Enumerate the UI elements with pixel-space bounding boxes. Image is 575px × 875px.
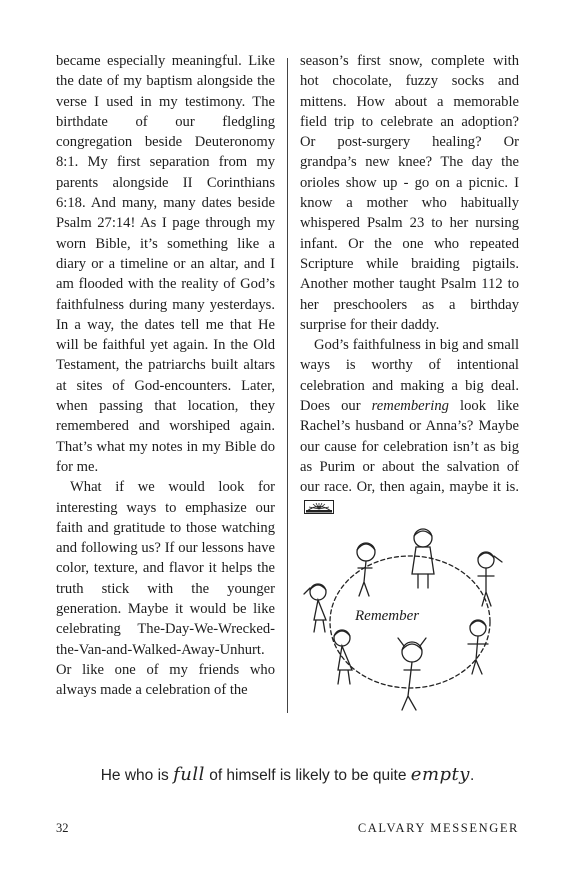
quote-end: . <box>469 767 475 784</box>
quote-word-empty: empty <box>410 764 470 785</box>
end-mark-icon <box>304 500 334 514</box>
publication-title: CALVARY MESSENGER <box>357 821 519 835</box>
right-paragraph-2 <box>300 335 519 518</box>
illustration-label: Remember <box>355 608 420 624</box>
right-paragraph-2-start: God’s faithfulness in big and small ways is worthy of intentional celebration and making a big deal. Does our <box>300 337 519 415</box>
left-column <box>56 51 275 701</box>
emphasis-remembering: remembering <box>371 398 449 415</box>
page-number: 32 <box>56 821 69 835</box>
left-paragraph-2: What if we would look for interesting ways to emphasize our faith and gratitude to those watching and following us? If our lessons have color, texture, and flavor it helps the truth stick with the younger generation. Maybe it would be like celebrating The-Day-We-Wrecked-the-Van-and-Walked-Away-Unhurt. Or like one of my friends who always made a celebration of the <box>56 479 275 699</box>
quote-start: He who is <box>100 767 174 784</box>
pull-quote <box>0 764 575 785</box>
right-paragraph-2-end: look like Rachel’s husband or Anna’s? Maybe our cause for celebration isn’t as big as Purim or about the salvation of our race. Or, then again, maybe it is. <box>300 398 519 496</box>
quote-word-full: full <box>173 764 205 785</box>
left-paragraph-1: became especially meaningful. Like the date of my baptism alongside the verse I used in my testimony. The birthdate of our fledgling congregation beside Deuteronomy 8:1. My first separation from my parents alongside II Corinthians 6:18. And many, many dates beside Psalm 27:14! As I page through my worn Bible, it’s something like a diary or a timeline or an altar, and I am flooded with the reality of God’s faithfulness during many yesterdays. In a way, the dates tell me that He will be faithful yet again. In the Old Testament, the patriarchs built altars at sites of God-encounters. Later, when passing that location, they remembered and worshiped again. That’s what my notes in my Bible do for me. <box>56 53 275 475</box>
column-divider <box>287 58 288 713</box>
right-paragraph-1: season’s first snow, complete with hot chocolate, fuzzy socks and mittens. How about a memorable field trip to celebrate an adoption? Or post-surgery healing? Or grandpa’s new knee? The day the orioles show up - go on a picnic. I know a mother who habitually whispered Psalm 23 to her nursing infant. Or the one who repeated Scripture while braiding pigtails. Another mother taught Psalm 112 to her preschoolers as a birthday surprise for their daddy. <box>300 53 519 333</box>
quote-middle: of himself is likely to be quite <box>204 767 411 784</box>
right-column <box>300 51 519 518</box>
